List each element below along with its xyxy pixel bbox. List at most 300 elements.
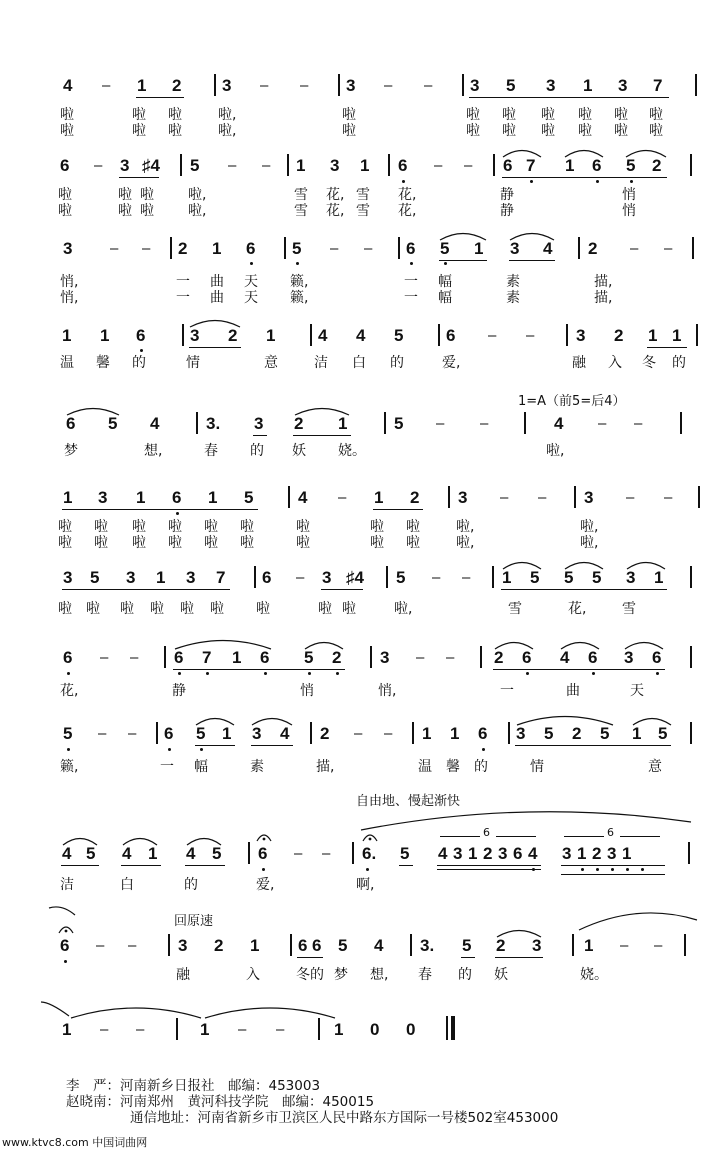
note: 3: [546, 76, 556, 95]
bar-line: [370, 646, 372, 668]
lyric: 妖: [292, 443, 306, 459]
bar-line: [698, 486, 700, 508]
low-dot: [176, 512, 179, 515]
lyric: 素: [250, 759, 264, 775]
note: ♯4: [142, 156, 160, 175]
note: –: [228, 157, 237, 174]
note: 3: [190, 326, 200, 345]
note: 5: [304, 648, 314, 667]
lyric: 冬的: [296, 967, 324, 983]
note: 2: [214, 936, 224, 955]
fermata: [362, 832, 378, 842]
note: 1: [63, 488, 73, 507]
final-bar-thick: [451, 1016, 455, 1040]
note: 1: [422, 724, 432, 743]
lyric: 啦: [60, 123, 74, 139]
underline: [439, 260, 487, 261]
note: 5: [244, 488, 254, 507]
note: 7: [526, 156, 536, 175]
note: 6: [63, 648, 73, 667]
underline: [373, 509, 423, 510]
note: 1: [266, 326, 276, 345]
note: –: [634, 415, 643, 432]
lyric: 曲: [210, 290, 224, 306]
note: –: [480, 415, 489, 432]
note: –: [354, 725, 363, 742]
note: 6: [298, 936, 308, 955]
lyric: 的: [390, 355, 404, 371]
low-dot: [641, 868, 644, 871]
lyric: 悄,: [60, 290, 79, 306]
note: –: [384, 77, 393, 94]
lyric: 啦: [132, 519, 146, 535]
lyric: 啦: [140, 203, 154, 219]
note: 5: [394, 326, 404, 345]
low-dot: [444, 262, 447, 265]
note: 2: [332, 648, 342, 667]
lyric: 啦: [406, 535, 420, 551]
lyric: 悄,: [378, 683, 397, 699]
note: 3: [576, 326, 586, 345]
note: 1: [474, 239, 484, 258]
lyric: 啦: [168, 123, 182, 139]
lyric: 曲: [566, 683, 580, 699]
bar-line: [170, 237, 172, 259]
note: 3: [126, 568, 136, 587]
slur: [439, 229, 487, 241]
note: 6: [312, 936, 322, 955]
note: 5: [658, 724, 668, 743]
low-dot: [64, 960, 67, 963]
slur: [174, 636, 272, 650]
lyric: 籁,: [290, 274, 309, 290]
lyric: 啦,: [188, 187, 207, 203]
bar-line: [492, 566, 494, 588]
lyric: 啦: [578, 123, 592, 139]
bar-line: [566, 324, 568, 346]
note: –: [464, 157, 473, 174]
lyric: 一: [404, 274, 418, 290]
bar-line: [214, 74, 216, 96]
note: 4: [374, 936, 384, 955]
note: 3: [532, 936, 542, 955]
lyric: 啦: [318, 601, 332, 617]
lyric: 一: [176, 290, 190, 306]
underline: [437, 869, 541, 870]
note: 6: [513, 844, 523, 863]
slur: [564, 558, 604, 570]
note: 5: [86, 844, 96, 863]
key-change-annotation: 1=A（前5=后4）: [518, 394, 626, 409]
note: –: [432, 569, 441, 586]
low-dot: [581, 868, 584, 871]
note: 4: [554, 414, 564, 433]
note: 4: [63, 76, 73, 95]
note: 7: [653, 76, 663, 95]
bar-line: [574, 486, 576, 508]
note: 1: [450, 724, 460, 743]
bar-line: [692, 237, 694, 259]
note: –: [128, 937, 137, 954]
lyric: 天: [244, 274, 258, 290]
lyric: 情: [530, 759, 544, 775]
low-dot: [626, 868, 629, 871]
lyric: 啦: [370, 519, 384, 535]
bar-line: [168, 934, 170, 956]
lyric: 啦: [168, 519, 182, 535]
bar-line: [448, 486, 450, 508]
lyric: 啦: [118, 203, 132, 219]
note: 5: [400, 844, 410, 863]
note: –: [436, 415, 445, 432]
note: 5: [212, 844, 222, 863]
lyric: 花,: [568, 601, 587, 617]
lyric: 悄: [622, 203, 636, 219]
low-dot: [526, 672, 529, 675]
lyric: 意: [648, 759, 662, 775]
bar-line: [196, 412, 198, 434]
lyric: 啦: [342, 601, 356, 617]
note: –: [500, 489, 509, 506]
note: 0: [370, 1020, 380, 1039]
bar-line: [690, 646, 692, 668]
note: 1: [208, 488, 218, 507]
bar-line: [287, 154, 289, 176]
bar-line: [248, 842, 250, 864]
underline: [62, 589, 230, 590]
note: 6: [406, 239, 416, 258]
low-dot: [67, 672, 70, 675]
slur: [624, 638, 664, 650]
note: 3: [516, 724, 526, 743]
note: –: [98, 725, 107, 742]
lyric: 花,: [326, 203, 345, 219]
slur: [251, 714, 293, 726]
note: 5: [592, 568, 602, 587]
lyric: 啦,: [580, 519, 599, 535]
bar-line: [386, 566, 388, 588]
underline: [495, 957, 543, 958]
slur: [502, 146, 542, 158]
lyric: 啦,: [218, 123, 237, 139]
lyric: 的: [250, 443, 264, 459]
bar-line: [684, 934, 686, 956]
lyric: 描,: [316, 759, 335, 775]
lyric: 啦: [150, 601, 164, 617]
bar-line: [318, 1018, 320, 1040]
lyric: 啦: [58, 519, 72, 535]
note: 4: [150, 414, 160, 433]
note: 2: [494, 648, 504, 667]
underline: [501, 589, 667, 590]
note: 4: [186, 844, 196, 863]
lyric: 啦: [466, 123, 480, 139]
note: 5: [564, 568, 574, 587]
bar-line: [696, 324, 698, 346]
lyric: 想,: [144, 443, 163, 459]
underline: [647, 347, 687, 348]
lyric: 啦,: [546, 443, 565, 459]
note: 1: [222, 724, 232, 743]
note: –: [434, 157, 443, 174]
note: –: [654, 937, 663, 954]
lyric: 啦: [406, 519, 420, 535]
underline: [399, 865, 413, 866]
lyric: 雪: [356, 203, 370, 219]
tuplet-bracket: [564, 836, 604, 837]
note: 6.: [362, 844, 377, 863]
note: 3: [120, 156, 130, 175]
lyric: 啦: [342, 107, 356, 123]
lyric: 啦: [240, 535, 254, 551]
note: 1: [250, 936, 260, 955]
note: 1: [212, 239, 222, 258]
underline: [119, 177, 159, 178]
lyric: 的: [132, 355, 146, 371]
lyric: 啦: [60, 107, 74, 123]
low-dot: [596, 868, 599, 871]
note: 3: [98, 488, 108, 507]
bar-line: [254, 566, 256, 588]
bar-line: [310, 722, 312, 744]
tie: [40, 1000, 70, 1018]
lyric: 啦: [180, 601, 194, 617]
note: –: [364, 240, 373, 257]
lyric: 入: [608, 355, 622, 371]
lyric: 啦: [58, 203, 72, 219]
low-dot: [250, 262, 253, 265]
bar-line: [284, 237, 286, 259]
lyric: 悄: [300, 683, 314, 699]
lyric: 悄,: [60, 274, 79, 290]
lyric: 啦: [168, 535, 182, 551]
note: 4: [280, 724, 290, 743]
note: 1: [468, 844, 478, 863]
lyric: 啦: [94, 535, 108, 551]
low-dot: [296, 262, 299, 265]
low-dot: [656, 672, 659, 675]
note: 1: [334, 1020, 344, 1039]
note: 1: [583, 76, 593, 95]
note: 3: [624, 648, 634, 667]
low-dot: [482, 748, 485, 751]
lyric: 花,: [398, 187, 417, 203]
note: 6: [174, 648, 184, 667]
note: 6: [60, 156, 70, 175]
lyric: 意: [264, 355, 278, 371]
tuplet-bracket: [620, 836, 660, 837]
note: 1: [584, 936, 594, 955]
lyric: 静: [500, 187, 514, 203]
low-dot: [178, 672, 181, 675]
note: 2: [320, 724, 330, 743]
tempo-annotation: 回原速: [174, 914, 214, 929]
note: 5: [544, 724, 554, 743]
note: 1: [62, 1020, 72, 1039]
note: 5: [530, 568, 540, 587]
lyric: 洁: [60, 877, 74, 893]
tie: [204, 1004, 336, 1020]
credit-line-1: 李 严：河南新乡日报社 邮编：453003: [66, 1078, 321, 1094]
note: 2: [614, 326, 624, 345]
lyric: 想,: [370, 967, 389, 983]
bar-line: [462, 74, 464, 96]
note: 6: [60, 936, 70, 955]
lyric: 籁,: [60, 759, 79, 775]
lyric: 幅: [194, 759, 208, 775]
lyric: 啦: [140, 187, 154, 203]
note: 4: [438, 844, 448, 863]
lyric: 啦: [58, 601, 72, 617]
note: 2: [172, 76, 182, 95]
lyric: 花,: [60, 683, 79, 699]
note: –: [664, 489, 673, 506]
underline: [251, 745, 293, 746]
note: 4: [528, 844, 538, 863]
lyric: 梦: [64, 443, 78, 459]
note: 6: [136, 326, 146, 345]
note: 3: [222, 76, 232, 95]
underline: [297, 957, 323, 958]
underline: [253, 435, 267, 436]
bar-line: [690, 154, 692, 176]
underline: [509, 260, 555, 261]
lyric: 描,: [594, 274, 613, 290]
underline: [561, 865, 665, 866]
bar-line: [480, 646, 482, 668]
underline: [195, 745, 235, 746]
bar-line: [412, 722, 414, 744]
underline: [437, 865, 541, 866]
bar-line: [398, 237, 400, 259]
lyric: 啦: [86, 601, 100, 617]
lyric: 啦: [204, 519, 218, 535]
underline: [61, 865, 99, 866]
note: 6: [164, 724, 174, 743]
lyric: 啦: [296, 535, 310, 551]
tie: [70, 1004, 202, 1020]
lyric: 的: [672, 355, 686, 371]
lyric: 啦: [210, 601, 224, 617]
underline: [515, 745, 671, 746]
note: 2: [228, 326, 238, 345]
note: 3: [322, 568, 332, 587]
note: 6: [652, 648, 662, 667]
note: –: [136, 1021, 145, 1038]
bar-line: [690, 722, 692, 744]
slur: [632, 714, 672, 726]
lyric: 啦: [296, 519, 310, 535]
note: –: [94, 157, 103, 174]
slur: [304, 638, 344, 650]
bar-line: [493, 154, 495, 176]
low-dot: [611, 868, 614, 871]
lyric: 啦: [541, 123, 555, 139]
lyric: 入: [246, 967, 260, 983]
slur: [509, 229, 555, 241]
note: 3: [584, 488, 594, 507]
lyric: 啦: [132, 535, 146, 551]
fermata: [58, 924, 74, 934]
note: –: [446, 649, 455, 666]
note: 4: [62, 844, 72, 863]
note: –: [626, 489, 635, 506]
lyric: 描,: [594, 290, 613, 306]
lyric: 融: [572, 355, 586, 371]
note: –: [260, 77, 269, 94]
watermark: www.ktvc8.com 中国词曲网: [2, 1136, 148, 1149]
note: 2: [588, 239, 598, 258]
note: 1: [200, 1020, 210, 1039]
note: 6: [66, 414, 76, 433]
note: 3: [254, 414, 264, 433]
lyric: 妖: [494, 967, 508, 983]
note: 5: [506, 76, 516, 95]
note: 5: [338, 936, 348, 955]
lyric: 娆。: [338, 443, 366, 459]
note: 1: [565, 156, 575, 175]
note: 1: [622, 844, 632, 863]
low-dot: [596, 180, 599, 183]
underline: [469, 97, 669, 98]
note: –: [100, 649, 109, 666]
lyric: 一: [500, 683, 514, 699]
note: 1: [100, 326, 110, 345]
lyric: 爱,: [442, 355, 461, 371]
bar-line: [310, 324, 312, 346]
note: 3: [330, 156, 340, 175]
lyric: 啦: [256, 601, 270, 617]
bar-line: [695, 74, 697, 96]
lyric: 啦: [240, 519, 254, 535]
note: 4: [560, 648, 570, 667]
tempo-annotation: 自由地、慢起渐快: [356, 794, 461, 809]
lyric: 幅: [438, 274, 452, 290]
note: –: [630, 240, 639, 257]
note: –: [664, 240, 673, 257]
note: 2: [178, 239, 188, 258]
note: 1: [672, 326, 682, 345]
note: –: [110, 240, 119, 257]
note: 3: [186, 568, 196, 587]
low-dot: [308, 672, 311, 675]
note: 1: [374, 488, 384, 507]
slur: [626, 558, 666, 570]
underline: [293, 435, 351, 436]
tuplet-number: 6: [607, 826, 614, 839]
note: 5: [626, 156, 636, 175]
slur: [189, 316, 241, 328]
note: 5: [394, 414, 404, 433]
note: 1: [338, 414, 348, 433]
underline: [502, 177, 667, 178]
lyric: 的: [474, 759, 488, 775]
note: –: [330, 240, 339, 257]
underline: [136, 97, 184, 98]
lyric: 一: [404, 290, 418, 306]
bar-line: [290, 934, 292, 956]
note: 3: [178, 936, 188, 955]
lyric: 白: [120, 877, 134, 893]
bar-line: [578, 237, 580, 259]
lyric: 啦: [342, 123, 356, 139]
note: 5: [196, 724, 206, 743]
bar-line: [680, 412, 682, 434]
lyric: 春: [204, 443, 218, 459]
lyric: 的: [458, 967, 472, 983]
note: 3: [453, 844, 463, 863]
slur: [625, 146, 667, 158]
